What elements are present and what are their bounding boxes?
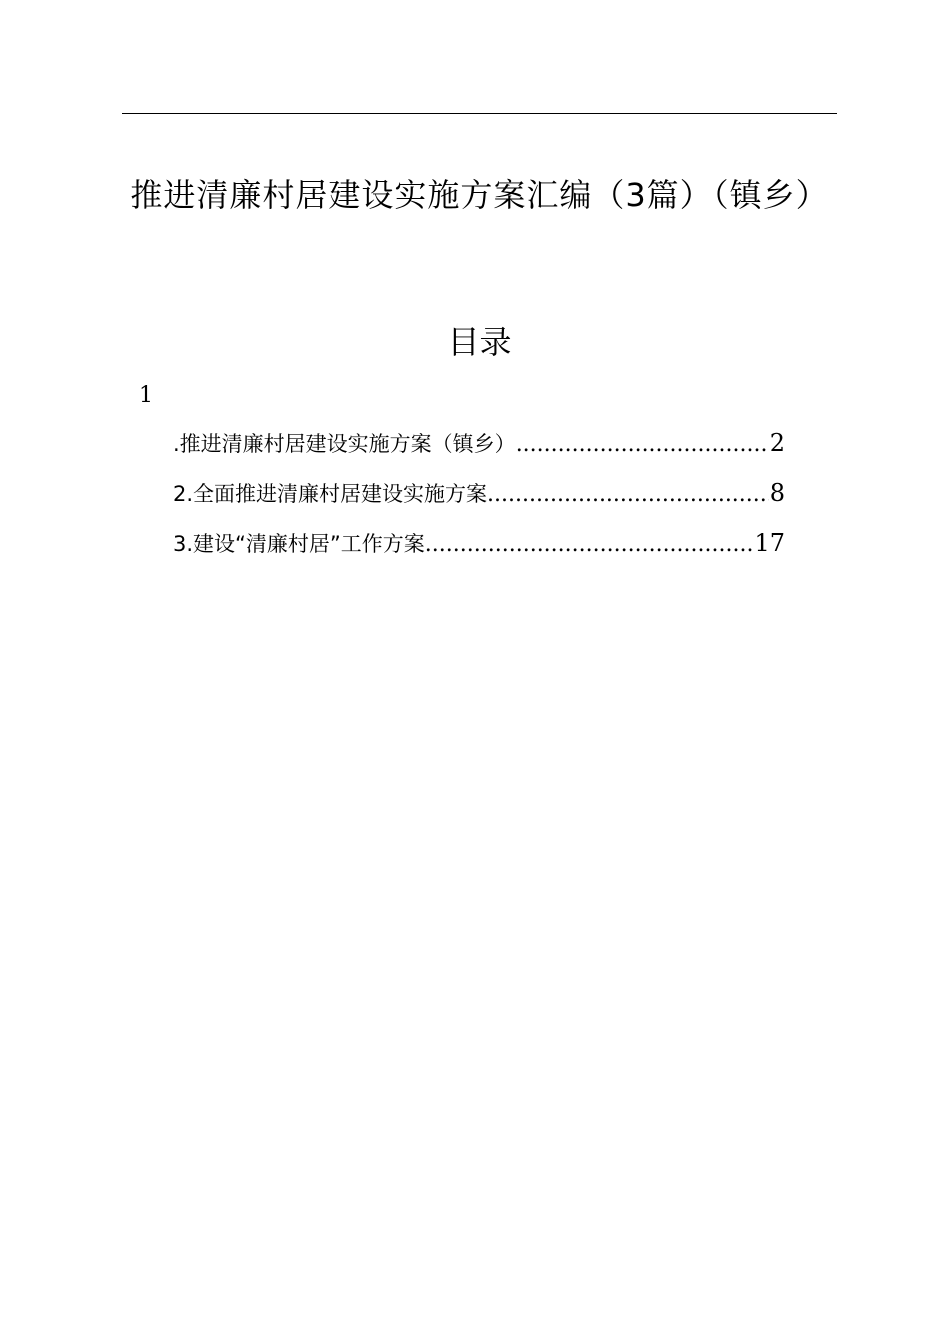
toc-entry-label[interactable]: 2.全面推进清廉村居建设实施方案 — [173, 482, 488, 506]
toc-leader-dots — [487, 476, 769, 514]
toc-entry-page[interactable]: 2 — [769, 429, 785, 457]
toc-entry-page[interactable]: 17 — [754, 529, 785, 557]
toc-entry-1[interactable] — [173, 424, 785, 474]
toc-leader-dots — [425, 526, 754, 564]
toc-entry-2[interactable] — [173, 474, 785, 524]
toc-entry-label[interactable]: 3.建设“清廉村居”工作方案 — [173, 532, 425, 556]
toc-heading: 目录 — [447, 323, 512, 361]
toc-entry-3[interactable] — [173, 524, 785, 574]
document-title: 推进清廉村居建设实施方案汇编（3篇）（镇乡） — [130, 176, 829, 214]
toc-leader-dots — [516, 426, 769, 464]
toc-entry-label[interactable]: .推进清廉村居建设实施方案（镇乡） — [173, 432, 516, 456]
toc-stray-number: 1 — [139, 383, 153, 408]
table-of-contents — [173, 424, 785, 574]
header-rule — [122, 113, 837, 114]
toc-entry-page[interactable]: 8 — [769, 479, 785, 507]
